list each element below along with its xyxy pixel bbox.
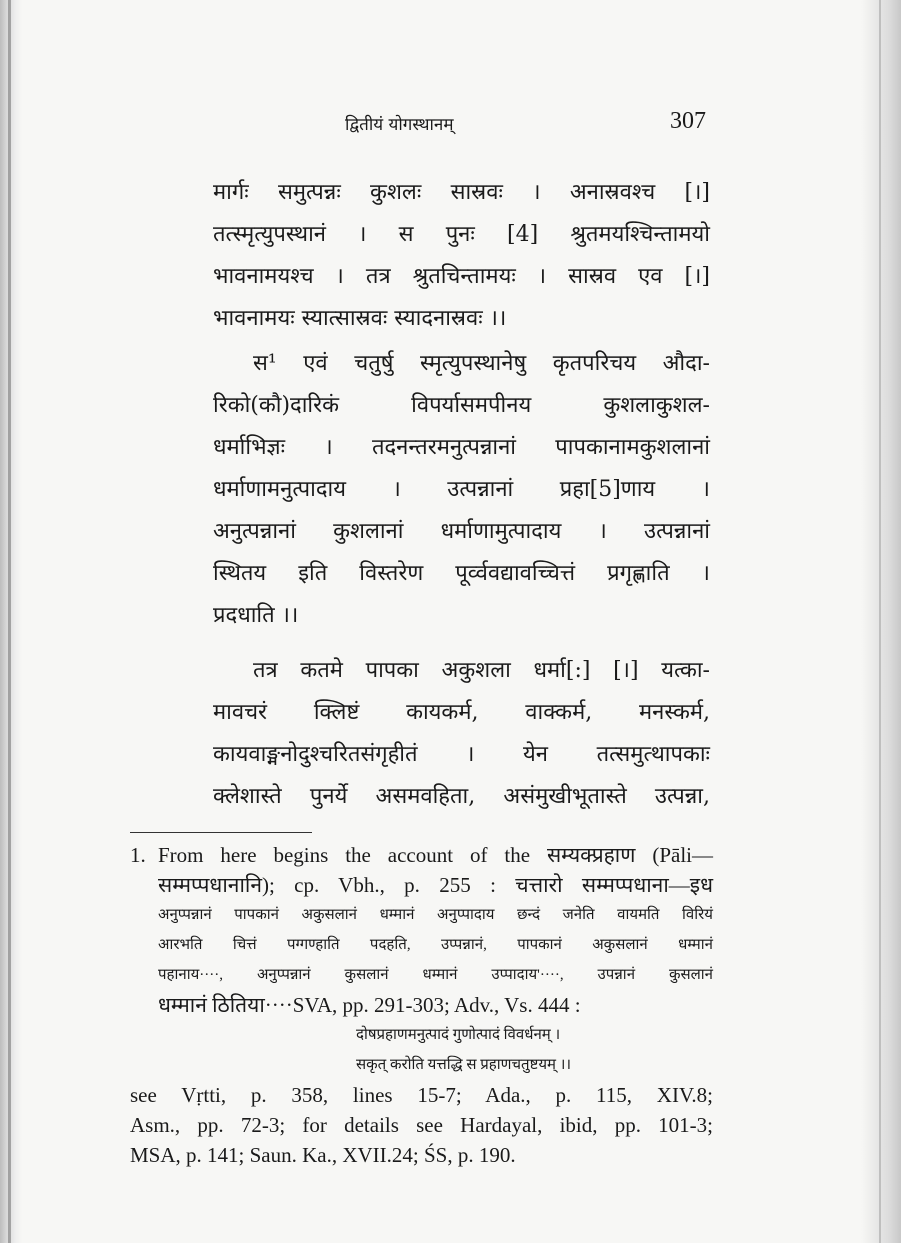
footnote-verse-line: सकृत् करोति यत्तद्धि स प्रहाणचतुष्टयम् ।। bbox=[356, 1057, 572, 1073]
footnote bbox=[130, 840, 713, 1170]
footnote-line: see Vṛtti, p. 358, lines 15-7; Ada., p. 115, XIV.8; bbox=[130, 1083, 713, 1107]
footnote-line: From here begins the account of the सम्यक्प्रहाण (Pāli— bbox=[158, 843, 713, 867]
footnote-line: धम्मानं ठितिया····SVA, pp. 291-303; Adv., Vs. 444 : bbox=[158, 993, 581, 1017]
footnote-separator bbox=[130, 832, 312, 833]
text-line: धर्माणामनुत्पादाय । उत्पन्नानां प्रहा[5]णाय । bbox=[213, 477, 710, 502]
text-line: रिको(कौ)दारिकं विपर्यासमपीनय कुशलाकुशल- bbox=[213, 393, 710, 418]
text-line: स्थितय इति विस्तरेण पूर्व्ववद्यावच्चित्तं प्रगृह्णाति । bbox=[213, 561, 710, 586]
paragraph-2 bbox=[213, 343, 710, 637]
footnote-line: सम्मप्पधानानि); cp. Vbh., p. 255 : चत्तारो सम्मप्पधाना—इध bbox=[158, 873, 713, 897]
text-line: मार्गः समुत्पन्नः कुशलः सास्रवः । अनास्रवश्च [।] bbox=[213, 180, 710, 205]
text-line: क्लेशास्ते पुनर्ये असमवहिता, असंमुखीभूतास्ते उत्पन्ना, bbox=[213, 784, 710, 809]
paragraph-3 bbox=[213, 650, 710, 818]
footnote-line: आरभति चित्तं पग्गण्हाति पदहति, उप्पन्नानं, पापकानं अकुसलानं धम्मानं bbox=[158, 937, 713, 953]
footnote-line: अनुप्पन्नानं पापकानं अकुसलानं धम्मानं अनुप्पादाय छन्दं जनेति वायमति विरियं bbox=[158, 907, 713, 923]
text-line: धर्माभिज्ञः । तदनन्तरमनुत्पन्नानां पापकानामकुशलानां bbox=[213, 435, 710, 460]
text-line: भावनामयः स्यात्सास्रवः स्यादनास्रवः ।। bbox=[213, 306, 507, 331]
running-header-title: द्वितीयं योगस्थानम् bbox=[345, 115, 454, 135]
text-line: मावचरं क्लिष्टं कायकर्म, वाक्कर्म, मनस्कर्म, bbox=[213, 700, 710, 725]
page-number: 307 bbox=[670, 108, 706, 134]
footnote-line: पहानाय····, अनुप्पन्नानं कुसलानं धम्मानं उप्पादाय'····, उपन्नानं कुसलानं bbox=[158, 967, 713, 983]
scan-page-edge-shadow bbox=[861, 0, 901, 1243]
text-line: तत्स्मृत्युपस्थानं । स पुनः [4] श्रुतमयश्चिन्तामयो bbox=[213, 222, 710, 247]
paragraph-1 bbox=[213, 172, 710, 340]
footnote-line: Asm., pp. 72-3; for details see Hardayal, ibid, pp. 101-3; bbox=[130, 1113, 713, 1137]
footnote-verse-line: दोषप्रहाणमनुत्पादं गुणोत्पादं विवर्धनम् । bbox=[356, 1027, 561, 1043]
footnote-number: 1. bbox=[130, 843, 146, 867]
text-line: प्रदधाति ।। bbox=[213, 603, 299, 628]
scan-page-edge-line bbox=[879, 0, 881, 1243]
text-line: भावनामयश्च । तत्र श्रुतचिन्तामयः । सास्रव एव [।] bbox=[213, 264, 710, 289]
text-line: स¹ एवं चतुर्षु स्मृत्युपस्थानेषु कृतपरिचय औदा- bbox=[253, 351, 710, 376]
text-line: अनुत्पन्नानां कुशलानां धर्माणामुत्पादाय । उत्पन्नानां bbox=[213, 519, 710, 544]
text-line: तत्र कतमे पापका अकुशला धर्मा[:] [।] यत्का- bbox=[253, 658, 710, 683]
scan-spine-line bbox=[8, 0, 11, 1243]
text-line: कायवाङ्मनोदुश्चरितसंगृहीतं । येन तत्समुत्थापकाः bbox=[213, 742, 710, 767]
scan-binding-shadow bbox=[0, 0, 22, 1243]
footnote-line: MSA, p. 141; Saun. Ka., XVII.24; ŚS, p. 190. bbox=[130, 1143, 516, 1167]
